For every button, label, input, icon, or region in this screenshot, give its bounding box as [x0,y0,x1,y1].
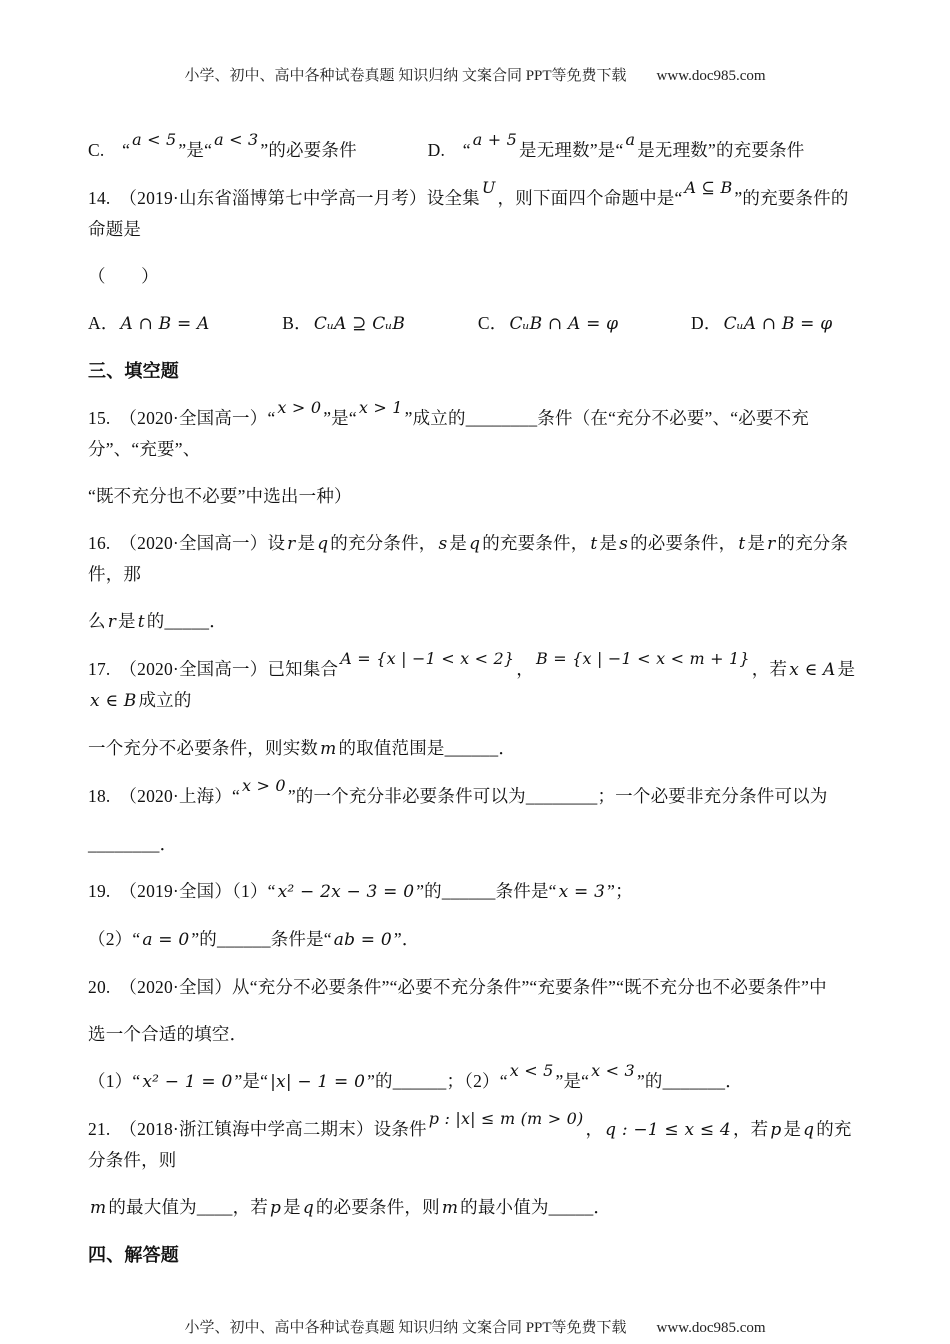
question-21 [88,1109,862,1175]
text-run: ”的______；（2）“ [367,1071,508,1091]
section-answer-heading [88,1240,862,1270]
question-15-cont [88,481,862,511]
text-run: ”的一个充分非必要条件可以为________；一个必要非充分条件可以为 [287,786,828,806]
question-21-cont [88,1192,862,1223]
text-run: C. “ [88,140,131,160]
text-run: A． [88,313,119,333]
text-run: ”成立的________条件（在“充分不必要”、“必要不充分”、“充要”、 [88,408,809,459]
text-run: 的充分条件， [330,533,437,553]
math-formula: q : −1 ≤ x ≤ 4 [605,1120,731,1140]
text-run: 的最小值为_____． [460,1197,612,1217]
text-run: 是 [837,659,856,679]
text-run: 17. （2020·全国高一）已知集合 [88,659,339,679]
text-run: C． [407,313,508,333]
text-run: （1）“ [88,1071,141,1091]
math-formula: q [469,534,481,554]
text-run: 成立的 [138,690,192,710]
text-run: 是无理数”是“ [519,140,624,160]
page-footer [88,1316,862,1337]
document-content [88,130,862,1270]
text-run: 是 [599,533,618,553]
question-16-cont [88,606,862,637]
question-17-cont [88,733,862,764]
text-run: ，若 [751,659,788,679]
math-formula: CᵤA ⊇ CᵤB [313,314,406,334]
math-formula: m [441,1198,459,1218]
text-run: ”是“ [323,408,357,428]
question-17 [88,649,862,716]
text-run: ， [516,659,534,679]
math-formula: q [803,1120,815,1140]
text-run: 的_____． [146,611,227,631]
page-header [88,64,862,85]
math-formula: x = 3 [558,882,606,902]
math-formula: r [107,612,117,632]
math-formula: a < 3 [214,130,259,149]
header-slogan: 小学、初中、高中各种试卷真题 知识归纳 文案合同 PPT等免费下载 [184,68,627,84]
options-c-d-line [88,130,862,166]
text-run: ”的必要条件 D. “ [260,140,471,160]
question-20-parts [88,1061,862,1097]
math-formula: x > 1 [358,398,403,417]
text-run: 的最大值为____，若 [108,1197,269,1217]
text-run: ，若 [732,1119,769,1139]
section-fill-in-heading [88,356,862,386]
text-run: 的充分条件，那 [88,533,849,584]
math-formula: q [317,534,329,554]
math-formula: p [770,1120,782,1140]
math-formula: ab = 0 [333,930,392,950]
text-run: 20. （2020·全国）从“充分不必要条件”“必要不充分条件”“充要条件”“既不充分也不必要条件”中 [88,977,827,997]
math-formula: t [590,534,598,554]
math-formula: a [625,130,636,149]
text-run: 么 [88,611,106,631]
question-16 [88,528,862,589]
text-run: 的充分条件，则 [88,1119,852,1170]
text-run: 14. （2019·山东省淄博第七中学高一月考）设全集 [88,188,480,208]
text-run: ， [585,1119,604,1139]
text-run: 是 [449,533,468,553]
text-run: “既不充分也不必要”中选出一种） [88,486,352,506]
question-20 [88,972,862,1002]
math-formula: t [738,534,746,554]
text-run: （2）“ [88,929,141,949]
text-run: 是 [118,611,136,631]
question-14-options [88,308,862,339]
math-formula: x² − 2x − 3 = 0 [277,882,415,902]
text-run: ”的充要条件的命题是 [88,188,849,239]
question-19-part1 [88,876,862,907]
text-run: ，则下面四个命题中是“ [497,188,683,208]
text-run: ”． [393,929,420,949]
math-formula: q [302,1198,314,1218]
question-15 [88,398,862,464]
math-formula: CᵤB ∩ A = φ [509,314,619,334]
text-run: ”是“ [178,140,213,160]
text-run: 是 [283,1197,301,1217]
math-formula: a < 5 [132,130,177,149]
math-formula: A ∩ B = A [120,314,210,334]
text-run: 的取值范围是______． [338,738,517,758]
question-20-cont [88,1019,862,1049]
answer-bracket [88,261,862,291]
math-formula: B = {x | −1 < x < m + 1} [536,649,750,668]
text-run: 是 [783,1119,802,1139]
math-formula: p : |x| ≤ m (m > 0) [428,1109,584,1128]
math-formula: r [287,534,296,554]
footer-site-url: www.doc985.com [656,1320,766,1336]
text-run: ________． [88,834,178,854]
math-formula: |x| − 1 = 0 [270,1072,366,1092]
math-formula: x < 5 [509,1061,554,1080]
text-run: ”是“ [234,1071,269,1091]
math-formula: x² − 1 = 0 [142,1072,233,1092]
text-run: D． [620,313,722,333]
text-run: 的必要条件，则 [315,1197,440,1217]
text-run: ”； [607,881,633,901]
header-site-url: www.doc985.com [656,68,766,84]
text-run: 16. （2020·全国高一）设 [88,533,286,553]
text-run: 21. （2018·浙江镇海中学高二期末）设条件 [88,1119,427,1139]
text-run: 是无理数”的充要条件 [637,140,805,160]
math-formula: a = 0 [142,930,190,950]
math-formula: A = {x | −1 < x < 2} [340,649,515,668]
text-run: ”是“ [555,1071,590,1091]
text-run: 的充要条件， [482,533,589,553]
text-run: 三、填空题 [88,361,179,381]
text-run: 一个充分不必要条件，则实数 [88,738,319,758]
text-run: （ ） [88,266,159,286]
math-formula: s [438,534,448,554]
math-formula: p [270,1198,282,1218]
math-formula: m [90,1198,107,1218]
question-19-part2 [88,924,862,955]
math-formula: a + 5 [472,130,518,149]
math-formula: x ∈ A [789,660,836,680]
text-run: 18. （2020·上海）“ [88,786,241,806]
text-run: ”的______条件是“ [191,929,332,949]
text-run: 的必要条件， [630,533,737,553]
text-run: 15. （2020·全国高一）“ [88,408,276,428]
text-run: 19. （2019·全国）（1）“ [88,881,276,901]
text-run: ”的_______． [636,1071,743,1091]
math-formula: s [619,534,629,554]
math-formula: CᵤA ∩ B = φ [723,314,833,334]
math-formula: A ⊆ B [684,178,733,197]
text-run: 是 [297,533,316,553]
math-formula: r [767,534,776,554]
footer-slogan: 小学、初中、高中各种试卷真题 知识归纳 文案合同 PPT等免费下载 [184,1320,627,1336]
math-formula: x > 0 [277,398,322,417]
math-formula: U [481,178,496,197]
text-run: 选一个合适的填空． [88,1024,248,1044]
question-18 [88,776,862,812]
text-run: ”的______条件是“ [416,881,557,901]
question-14 [88,178,862,244]
text-run: 四、解答题 [88,1245,179,1265]
math-formula: x < 3 [591,1061,635,1080]
math-formula: m [320,739,337,759]
text-run: 是 [747,533,766,553]
question-18-cont [88,829,862,859]
math-formula: t [137,612,145,632]
math-formula: x > 0 [242,776,286,795]
text-run: B． [211,313,312,333]
math-formula: x ∈ B [90,691,137,711]
